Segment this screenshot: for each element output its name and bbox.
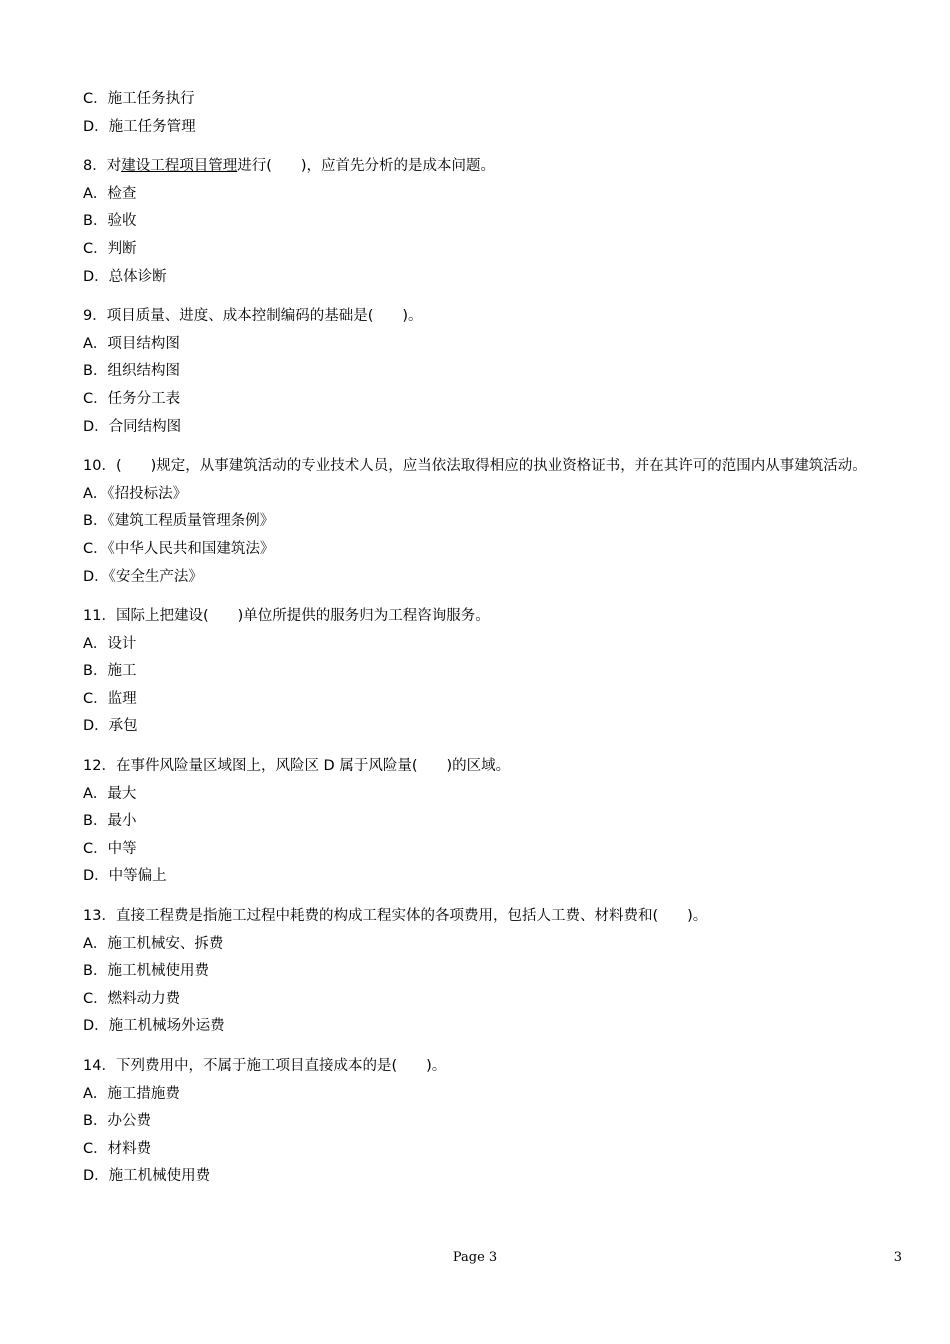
question-8-link-text: 建设工程项目管理 xyxy=(121,158,238,175)
q11-option-d: D．承包 xyxy=(83,718,138,735)
q10-option-d: D．《安全生产法》 xyxy=(83,568,203,585)
q10-option-a: A．《招投标法》 xyxy=(83,485,188,502)
footer-page-label: Page 3 xyxy=(452,1250,498,1265)
q11-option-a: A．设计 xyxy=(83,635,137,652)
document-body xyxy=(50,86,910,1191)
q12-option-d: D．中等偏上 xyxy=(83,868,167,885)
q9-option-d: D．合同结构图 xyxy=(83,418,182,435)
footer-page-number: 3 xyxy=(893,1250,902,1265)
question-13: 13．直接工程费是指施工过程中耗费的构成工程实体的各项费用，包括人工费、材料费和( )。 xyxy=(83,908,708,925)
question-14: 14．下列费用中，不属于施工项目直接成本的是( )。 xyxy=(83,1058,447,1074)
q9-option-c: C．任务分工表 xyxy=(83,390,181,407)
q8-option-c: C．判断 xyxy=(83,240,137,257)
question-8-suffix: 进行( )，应首先分析的是成本问题。 xyxy=(237,158,496,175)
q9-option-b: B．组织结构图 xyxy=(83,363,180,380)
q13-option-c: C．燃料动力费 xyxy=(83,990,181,1007)
q11-option-b: B．施工 xyxy=(83,663,137,680)
q13-option-a: A．施工机械安、拆费 xyxy=(83,935,224,952)
question-8-prefix: 8．对 xyxy=(83,158,122,175)
q14-option-a: A．施工措施费 xyxy=(83,1085,180,1102)
question-8 xyxy=(50,153,910,181)
q14-option-b: B．办公费 xyxy=(83,1113,151,1130)
question-10: 10．( )规定，从事建筑活动的专业技术人员，应当依法取得相应的执业资格证书，并在其许可的范围内从事建筑活动。 xyxy=(83,458,867,475)
q8-option-a: A．检查 xyxy=(83,185,137,202)
q14-option-c: C．材料费 xyxy=(83,1140,152,1157)
q13-option-d: D．施工机械场外运费 xyxy=(83,1018,225,1035)
question-12: 12．在事件风险量区域图上，风险区 D 属于风险量( )的区域。 xyxy=(83,758,511,775)
q14-option-d: D．施工机械使用费 xyxy=(83,1168,211,1185)
q10-option-c: C．《中华人民共和国建筑法》 xyxy=(83,540,275,557)
q8-option-d: D．总体诊断 xyxy=(83,268,167,285)
q11-option-c: C．监理 xyxy=(83,690,137,707)
q9-option-a: A．项目结构图 xyxy=(83,335,180,352)
q12-option-c: C．中等 xyxy=(83,840,137,857)
q12-option-a: A．最大 xyxy=(83,785,137,802)
q10-option-b: B．《建筑工程质量管理条例》 xyxy=(83,513,275,530)
option-c: C．施工任务执行 xyxy=(83,91,195,107)
question-9: 9．项目质量、进度、成本控制编码的基础是( )。 xyxy=(83,308,423,325)
q13-option-b: B．施工机械使用费 xyxy=(83,963,209,980)
option-d: D．施工任务管理 xyxy=(83,118,196,135)
question-11: 11．国际上把建设( )单位所提供的服务归为工程咨询服务。 xyxy=(83,608,490,625)
q12-option-b: B．最小 xyxy=(83,813,137,830)
q8-option-b: B．验收 xyxy=(83,213,137,230)
